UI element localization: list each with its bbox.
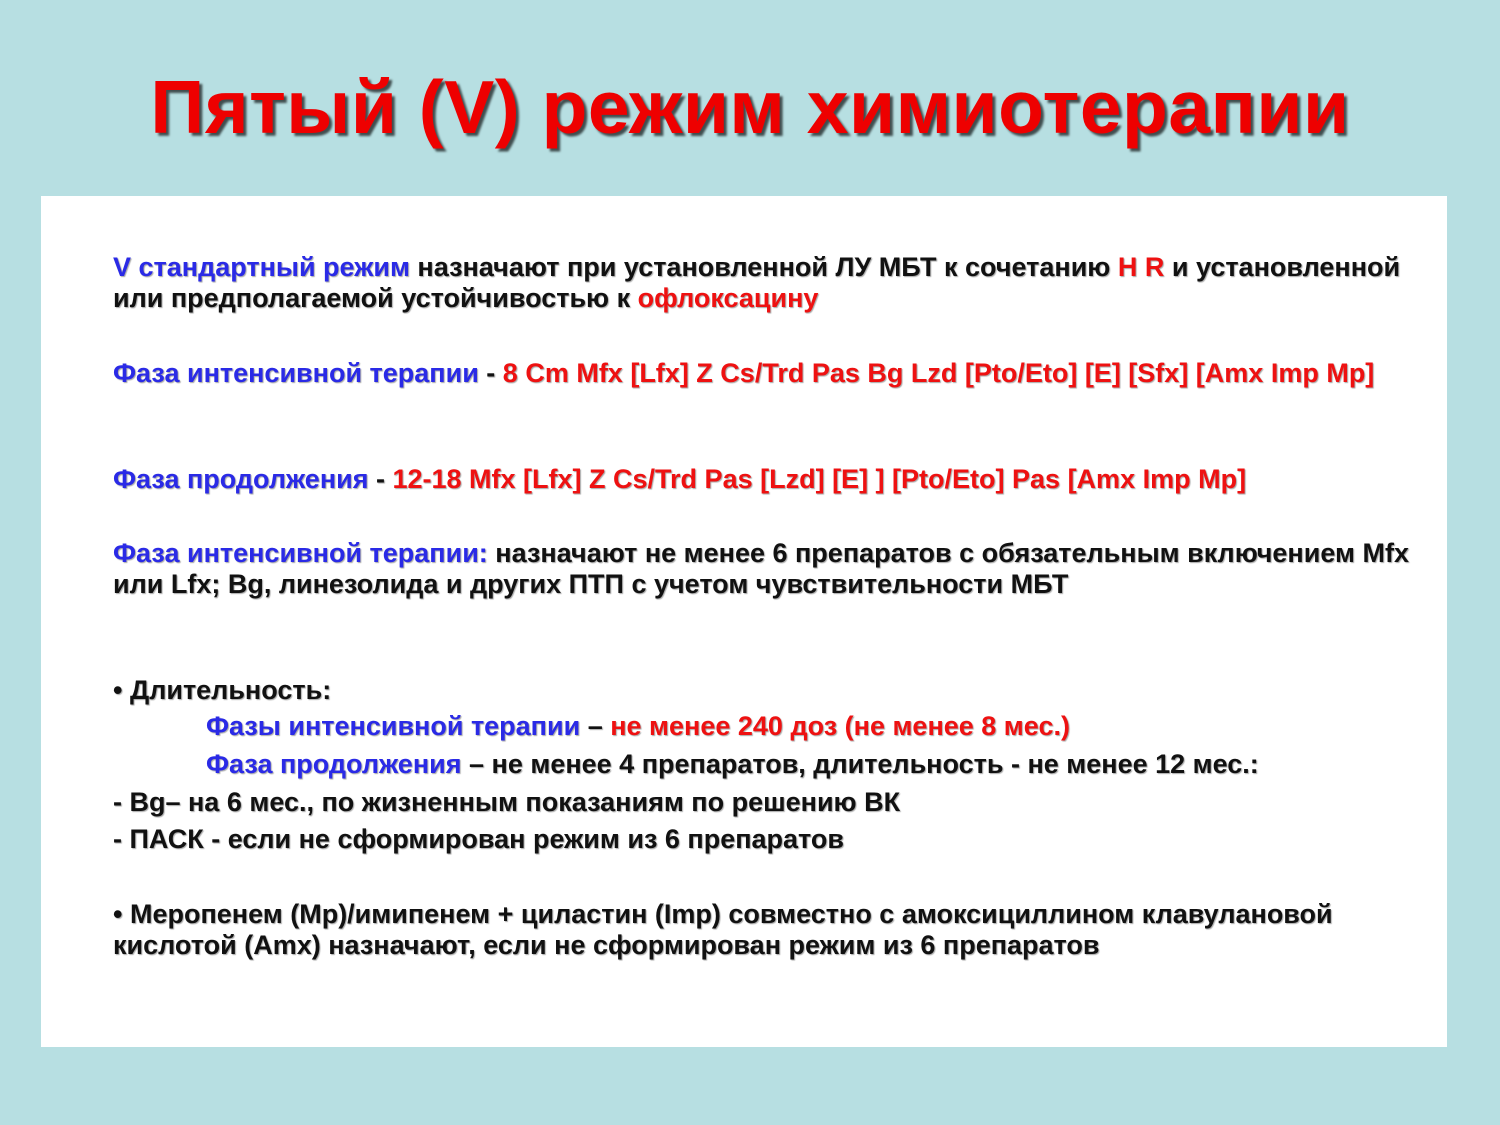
paragraph-meropenem-note (113, 899, 1333, 961)
meropenem-note: • Меропенем (Mp)/имипенем + циластин (Imp) совместно с амоксициллином клавулановой кислотой (Amx) назначают, если не сформирован режим из 6 препаратов (113, 899, 1333, 960)
ofloxacin-text: офлоксацину (637, 283, 819, 313)
separator: - (368, 464, 393, 494)
intensive-phase-drugs: 8 Cm Mfx [Lfx] Z Cs/Trd Pas Bg Lzd [Pto/Eto] [E] [Sfx] [Amx Imp Mp] (502, 358, 1375, 388)
duration-heading: • Длительность: (113, 675, 332, 705)
continuation-phase-label: Фаза продолжения (113, 464, 369, 494)
paragraph-continuation-phase (113, 464, 1453, 495)
intensive-phase-label: Фаза интенсивной терапии (113, 358, 479, 388)
continuation-duration-label: Фаза продолжения (206, 749, 462, 779)
paragraph-duration-heading (113, 675, 1443, 706)
regimen-description: назначают при установленной ЛУ МБТ к сочетанию (409, 252, 1118, 282)
pask-note: - ПАСК - если не сформирован режим из 6 препаратов (113, 824, 845, 854)
continuation-phase-drugs: 12-18 Mfx [Lfx] Z Cs/Trd Pas [Lzd] [E] ] [Pto/Eto] Pas [Amx Imp Mp] (392, 464, 1247, 494)
intensive-phase-label: Фаза интенсивной терапии: (113, 538, 488, 568)
content-box (41, 196, 1447, 1047)
dash: – (580, 711, 611, 741)
paragraph-standard-regimen (113, 252, 1443, 314)
intensive-phase-details: назначают не менее 6 препаратов с обязательным включением Mfx или Lfx; Bg, линезолида и других ПТП с учетом чувствительности МБТ (113, 538, 1409, 599)
intensive-duration-label: Фазы интенсивной терапии (206, 711, 581, 741)
paragraph-bg-note (113, 787, 1443, 818)
paragraph-pask-note (113, 824, 1443, 855)
paragraph-intensive-phase-details (113, 538, 1443, 600)
drug-combination: H R (1117, 252, 1165, 282)
intensive-duration-value: не менее 240 доз (не менее 8 мес.) (610, 711, 1070, 741)
regimen-name: V стандартный режим (113, 252, 410, 282)
separator: - (478, 358, 503, 388)
continuation-duration-value: – не менее 4 препаратов, длительность - не менее 12 мес.: (461, 749, 1259, 779)
regimen-description-cont: и установленной или предполагаемой устойчивостью к (113, 252, 1401, 313)
paragraph-intensive-phase (113, 358, 1443, 389)
slide-title: Пятый (V) режим химиотерапии (150, 65, 1350, 149)
paragraph-intensive-duration (206, 711, 1446, 742)
paragraph-continuation-duration (206, 749, 1446, 780)
bg-note: - Bg– на 6 мес., по жизненным показаниям по решению ВК (113, 787, 901, 817)
